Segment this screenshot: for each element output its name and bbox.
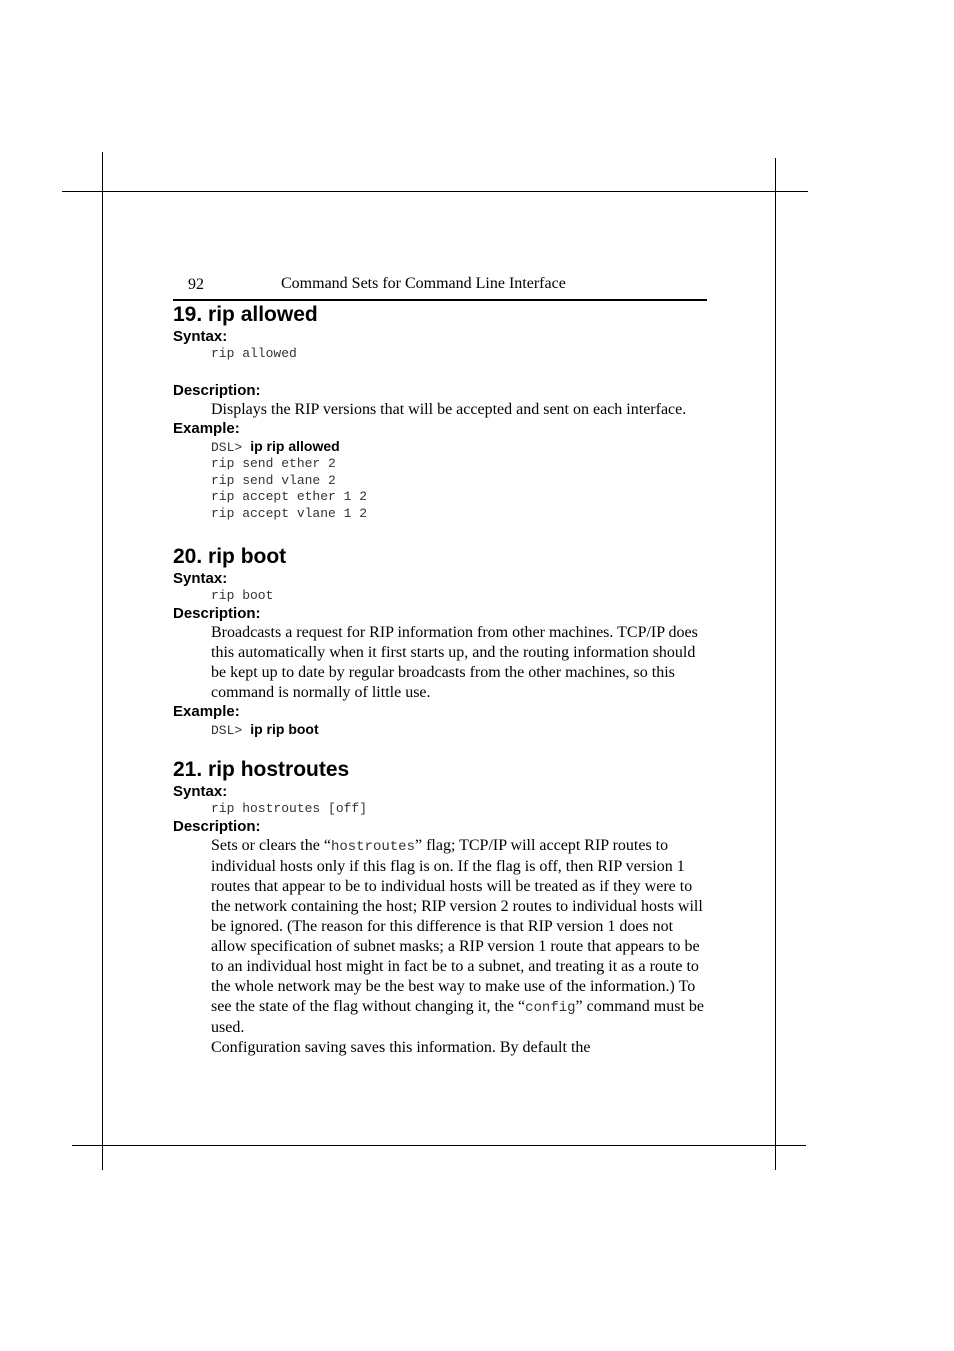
crop-mark-top-left: [62, 191, 103, 192]
section-rip-boot: [173, 544, 707, 739]
text-run: ” command must be used.: [211, 997, 704, 1036]
crop-mark-bottom-right: [775, 1145, 806, 1146]
syntax-label: Syntax:: [173, 783, 228, 800]
example-block: [211, 438, 707, 523]
crop-mark-right-vertical: [775, 158, 776, 1170]
page-number: 92: [188, 276, 204, 293]
description-text-continued: Configuration saving saves this information. By default the: [211, 1038, 591, 1056]
description-text: Broadcasts a request for RIP information from other machines. TCP/IP does this automatically when it first starts up, and the routing information should be kept up to date by regular broadcasts from the other machines, so this command is normally of little use.: [211, 623, 698, 701]
example-command: ip rip allowed: [250, 437, 340, 454]
header-title: Command Sets for Command Line Interface: [281, 275, 566, 292]
syntax-code: rip boot: [211, 588, 274, 603]
crop-mark-top-right: [775, 191, 808, 192]
description-text: [211, 836, 705, 1038]
page-content: [173, 272, 707, 1058]
inline-code-config: config: [525, 999, 576, 1016]
section-heading: 20. rip boot: [173, 545, 287, 568]
example-prompt: DSL>: [211, 722, 243, 738]
example-output-line: rip send ether 2: [211, 456, 336, 471]
example-label: Example:: [173, 702, 240, 720]
example-prompt: DSL>: [211, 439, 243, 455]
section-rip-hostroutes: [173, 757, 707, 1058]
section-rip-allowed: [173, 302, 707, 522]
crop-mark-bottom-left: [72, 1145, 103, 1146]
description-text: Displays the RIP versions that will be accepted and sent on each interface.: [211, 400, 687, 418]
syntax-label: Syntax:: [173, 328, 228, 345]
section-heading: 19. rip allowed: [173, 303, 318, 326]
syntax-code: rip hostroutes [off]: [211, 801, 368, 816]
crop-mark-left-vertical: [102, 152, 103, 1170]
crop-mark-bottom-rule: [102, 1145, 776, 1146]
crop-mark-top-rule: [102, 191, 776, 192]
inline-code-hostroutes: hostroutes: [330, 838, 415, 855]
text-run: Sets or clears the “: [211, 836, 331, 854]
text-run: ” flag; TCP/IP will accept RIP routes to individual hosts only if this flag is on. If the flag is off, then RIP version 1 routes that appear to be to individual hosts will be treated as if they were to the network containing the host; RIP version 2 routes to individual hosts will be ignored. (The reason for this difference is that RIP version 1 does not allow specification of subnet masks; a RIP version 1 route that appears to be to an individual host might in fact be to a subnet, and treating it as a route to the whole network may be the best way to make use of the information.) To see the state of the flag without changing it, the “: [211, 836, 703, 1015]
description-label: Description:: [173, 817, 261, 835]
example-output-line: rip send vlane 2: [211, 472, 336, 488]
description-label: Description:: [173, 381, 261, 399]
syntax-label: Syntax:: [173, 570, 228, 587]
running-header: [173, 272, 707, 301]
example-label: Example:: [173, 419, 240, 437]
example-command: ip rip boot: [250, 720, 319, 737]
example-output-line: rip accept ether 1 2: [211, 489, 368, 504]
syntax-code: rip allowed: [211, 346, 297, 361]
description-label: Description:: [173, 604, 261, 622]
example-output-line: rip accept vlane 1 2: [211, 505, 368, 521]
section-heading: 21. rip hostroutes: [173, 758, 350, 781]
example-block: [211, 721, 707, 740]
